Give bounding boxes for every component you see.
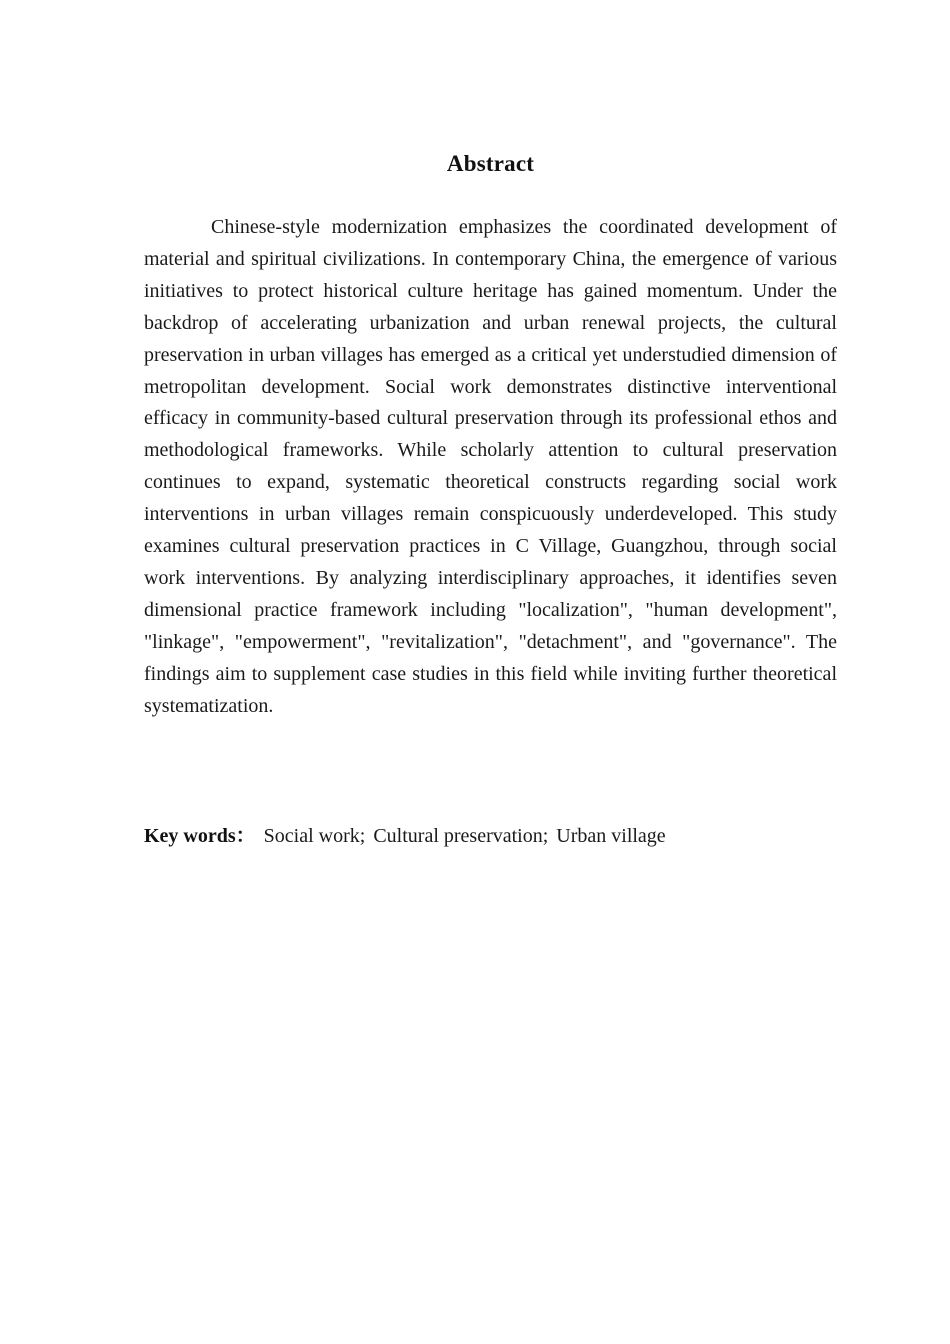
keywords-line — [144, 820, 837, 852]
abstract-paragraph: Chinese-style modernization emphasizes the coordinated development of material and spiritual civilizations. In contemporary China, the emergence of various initiatives to protect historical culture heritage has gained momentum. Under the backdrop of accelerating urbanization and urban renewal projects, the cultural preservation in urban villages has emerged as a critical yet understudied dimension of metropolitan development. Social work demonstrates distinctive interventional efficacy in community-based cultural preservation through its professional ethos and methodological frameworks. While scholarly attention to cultural preservation continues to expand, systematic theoretical constructs regarding social work interventions in urban villages remain conspicuously underdeveloped. This study examines cultural preservation practices in C Village, Guangzhou, through social work interventions. By analyzing interdisciplinary approaches, it identifies seven dimensional practice framework including "localization", "human development", "linkage", "empowerment", "revitalization", "detachment", and "governance". The findings aim to supplement case studies in this field while inviting further theoretical systematization. — [144, 216, 837, 717]
abstract-title: Abstract — [446, 151, 535, 176]
keywords-label: Key words — [144, 825, 236, 847]
keyword-item: Cultural preservation; — [373, 825, 549, 847]
keywords-separator: ： — [235, 825, 256, 847]
keyword-item: Social work; — [263, 825, 366, 847]
keyword-item: Urban village — [556, 825, 666, 847]
